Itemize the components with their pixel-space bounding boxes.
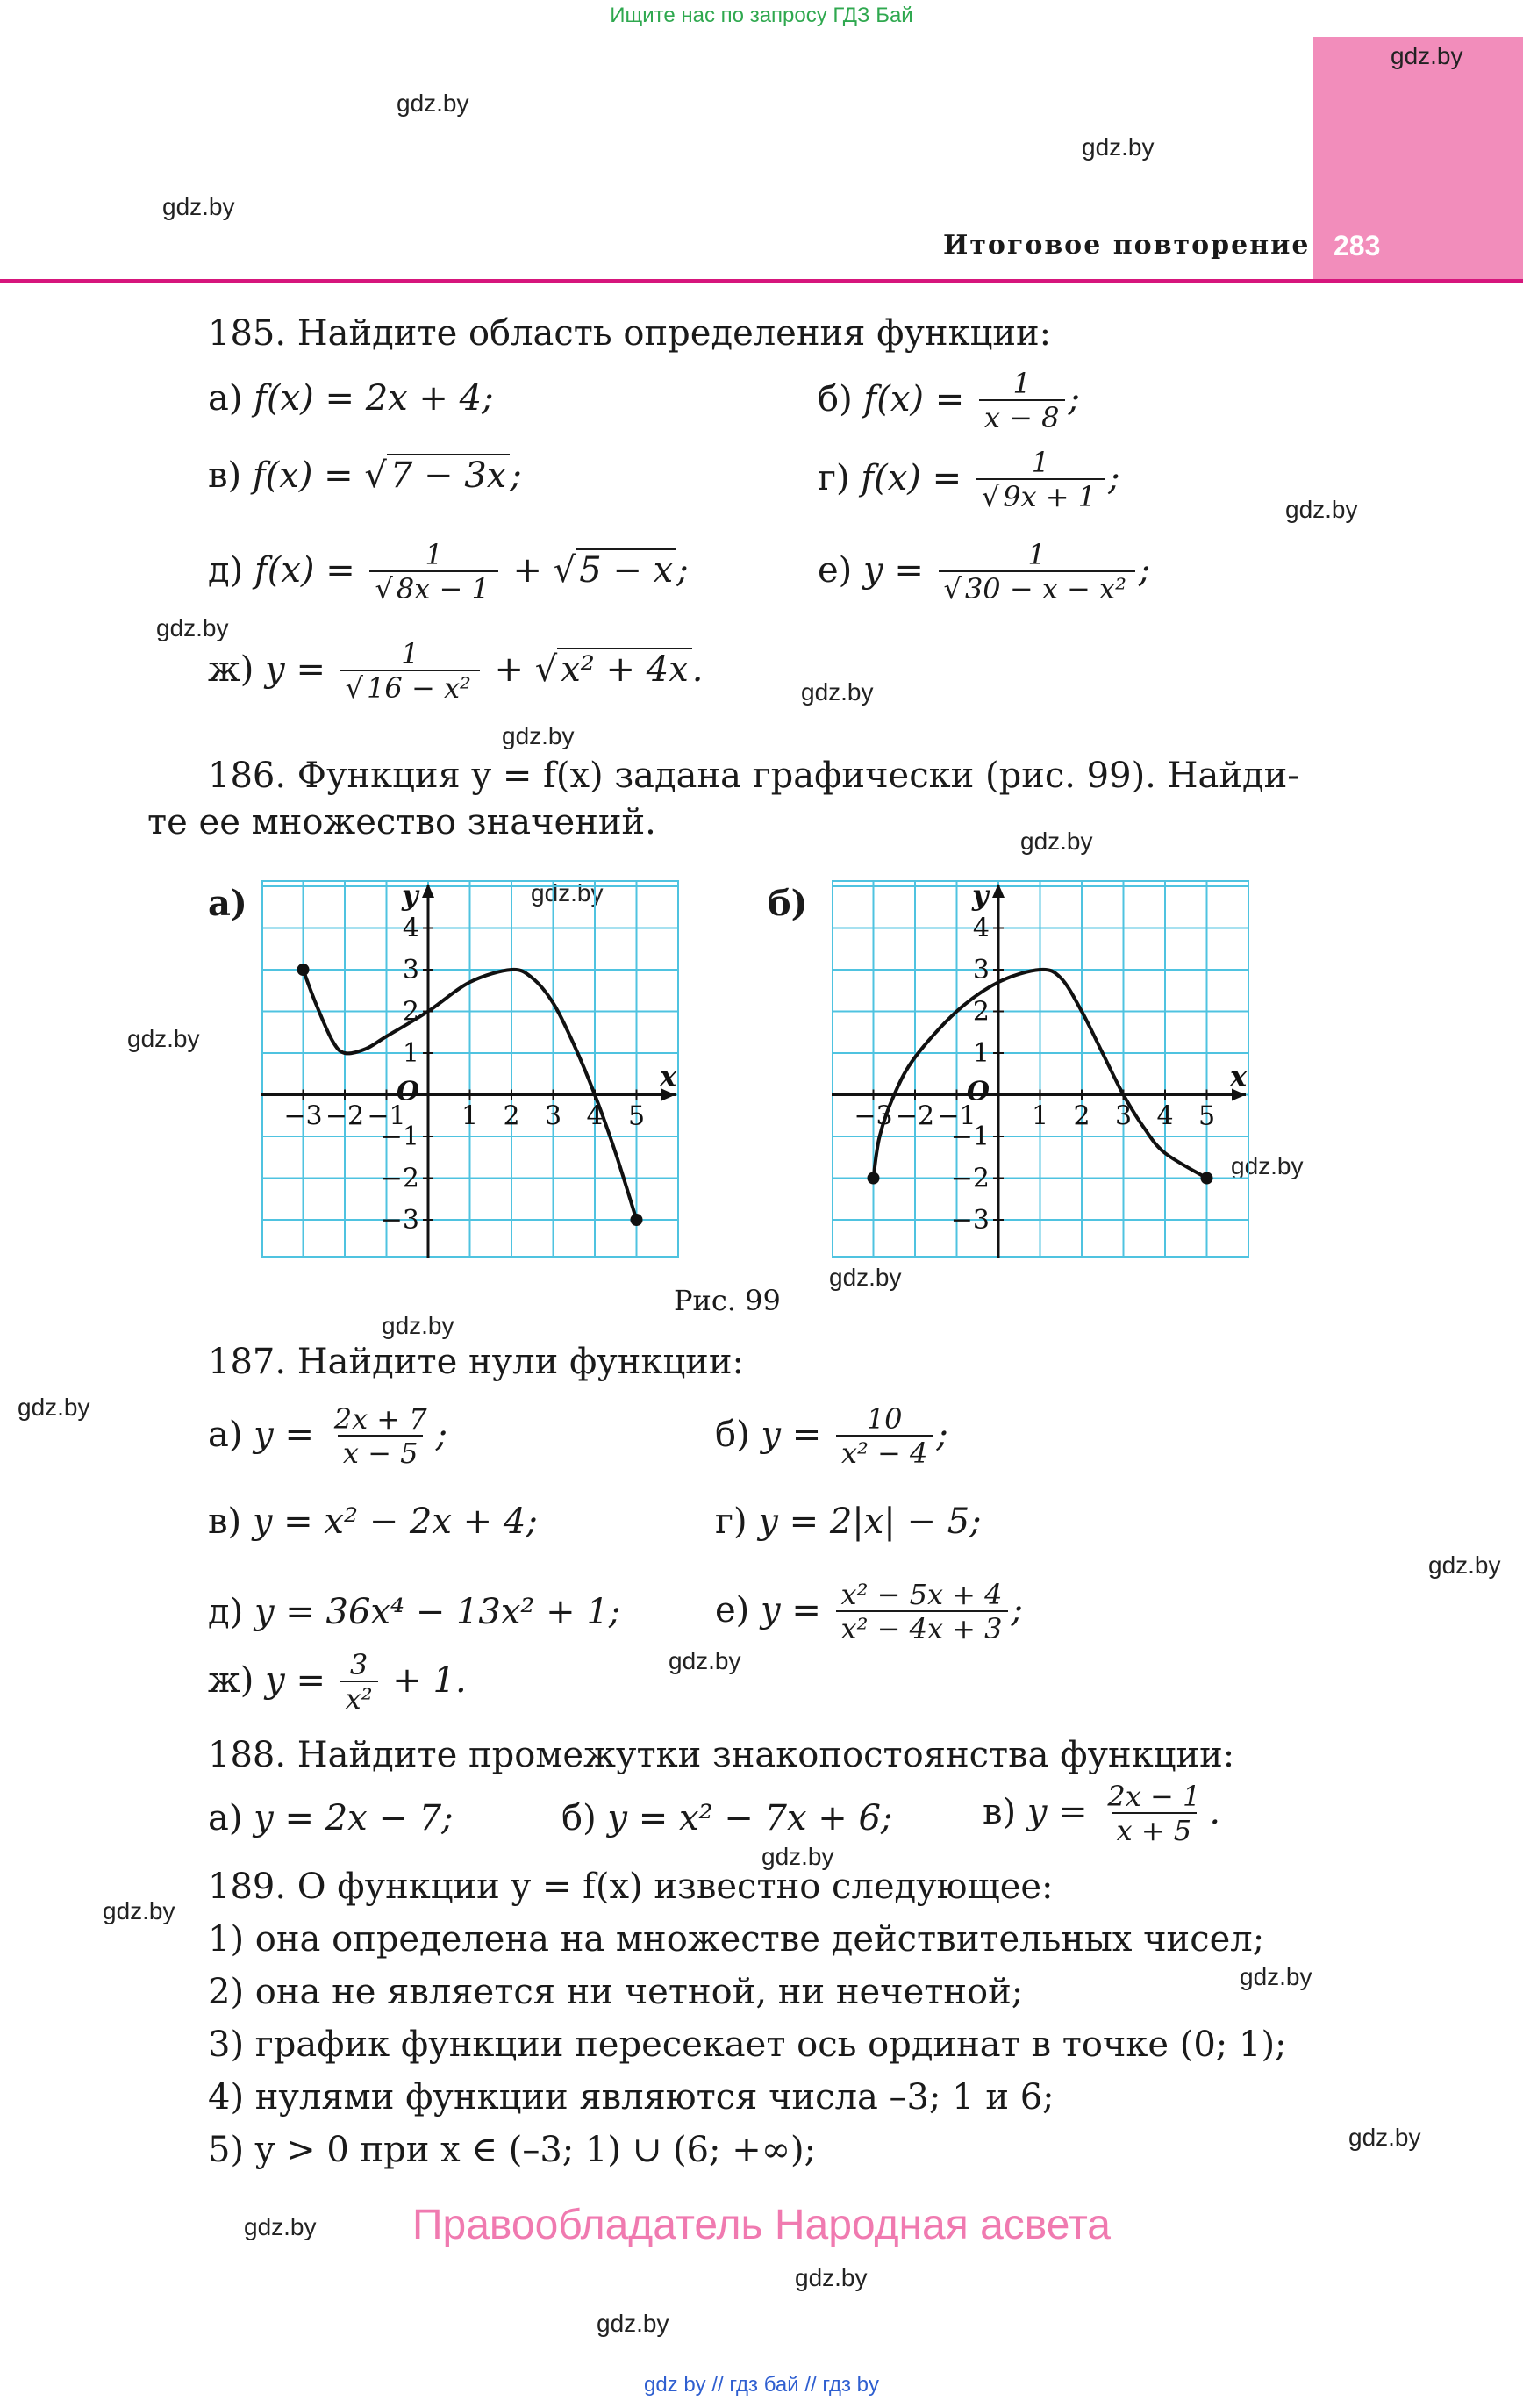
x-tick-label: 2 (1073, 1100, 1090, 1132)
watermark: gdz.by (103, 1897, 175, 1924)
formula: y = $\frac{10}{\text{x² − 4}}$ ; (761, 1402, 948, 1471)
p185-b (818, 369, 1080, 435)
watermark: gdz.by (531, 879, 604, 907)
endpoint-dot (1201, 1172, 1213, 1185)
y-tick-label: 4 (402, 913, 419, 944)
page-number: 283 (1334, 230, 1381, 262)
item-label: в) (983, 1791, 1017, 1832)
p187-d (208, 1593, 620, 1631)
y-tick-label: −2 (950, 1163, 990, 1194)
item-label: б) (818, 378, 853, 419)
watermark: gdz.by (1285, 496, 1358, 523)
x-tick-label: 3 (544, 1100, 562, 1132)
problem-186-line1: 186. Функция y = f(x) задана графически (рис. 99). Найди- (208, 756, 1299, 796)
x-tick-label: 3 (1114, 1100, 1133, 1132)
problem-185-title: 185. Найдите область определения функции: (208, 313, 1052, 354)
endpoint-dot (631, 1214, 643, 1226)
formula: y = x² − 2x + 4; (252, 1501, 538, 1542)
y-tick-label: 2 (402, 996, 419, 1028)
header-rule (0, 279, 1523, 283)
p189-item: 3) график функции пересекает ось ординат в точке (0; 1); (208, 2025, 1287, 2065)
endpoint-dot (297, 964, 310, 976)
origin-label: O (966, 1076, 990, 1107)
item-label: е) (715, 1589, 750, 1630)
x-tick-label: 4 (1156, 1100, 1174, 1132)
origin-label: O (396, 1076, 419, 1107)
watermark: gdz.by (156, 614, 229, 641)
formula: f(x) = √ 7 − 3x ; (252, 455, 522, 496)
p187-e (715, 1580, 1023, 1646)
formula: y = $\frac{1}{\text{√ 16 − x²}}$ + √ x² + 4x . (265, 637, 704, 706)
watermark: gdz.by (1231, 1152, 1304, 1179)
watermark: gdz.by (502, 722, 575, 749)
p185-v (208, 456, 522, 495)
graph-b (832, 880, 1249, 1258)
item-label: в) (208, 1501, 242, 1542)
graph-b-label: б) (768, 883, 808, 924)
p185-zh (208, 639, 704, 706)
watermark: gdz.by (1020, 828, 1093, 855)
x-tick-label: 5 (1198, 1100, 1216, 1132)
graph-a-label: а) (208, 883, 247, 924)
formula: y = x² − 7x + 6; (607, 1798, 893, 1838)
formula: y = 2|x| − 5; (758, 1501, 982, 1542)
watermark: gdz.by (669, 1647, 741, 1674)
watermark: gdz.by (18, 1394, 90, 1421)
watermark: gdz.by (382, 1312, 454, 1339)
x-tick-label: −3 (854, 1100, 893, 1132)
x-tick-label: −3 (283, 1100, 323, 1132)
p185-g (818, 448, 1120, 514)
formula: y = $\frac{2x - 1}{x + 5}$ . (1026, 1780, 1221, 1848)
p185-d (208, 540, 689, 606)
item-label: г) (715, 1501, 747, 1542)
p185-e (818, 540, 1150, 606)
y-tick-label: −3 (950, 1205, 990, 1236)
x-tick-label: 5 (627, 1100, 646, 1132)
item-label: г) (818, 457, 850, 498)
watermark: gdz.by (127, 1025, 200, 1052)
p187-zh (208, 1650, 467, 1716)
formula: f(x) = $\frac{1}{x - 8}$ ; (863, 367, 1080, 435)
p187-v (208, 1502, 538, 1541)
figure-caption: Рис. 99 (674, 1284, 781, 1317)
formula: y = $\frac{2x + 7}{x - 5}$ ; (254, 1402, 448, 1471)
x-tick-label: 1 (461, 1100, 479, 1132)
formula: y = $\frac{1}{\text{√ 30 − x − x²}}$ ; (863, 538, 1151, 606)
endpoint-dot (868, 1172, 880, 1185)
formula: f(x) = $\frac{1}{√ 8x - 1}$ + √ 5 − x ; (254, 538, 689, 606)
x-tick-label: −2 (325, 1100, 365, 1132)
y-tick-label: 2 (972, 996, 990, 1028)
watermark: gdz.by (1348, 2124, 1421, 2151)
formula: f(x) = $\frac{1}{√ 9x + 1}$ ; (861, 446, 1120, 514)
p189-item: 2) она не является ни четной, ни нечетной; (208, 1972, 1024, 2012)
watermark: gdz.by (762, 1843, 834, 1870)
y-tick-label: 1 (402, 1038, 419, 1069)
item-label: в) (208, 455, 242, 496)
item-label: а) (208, 1414, 243, 1455)
watermark: gdz.by (1082, 133, 1155, 161)
formula: y = $\frac{3}{\text{x²}}$ + 1. (265, 1648, 467, 1716)
copyright-notice: Правообладатель Народная асвета (412, 2202, 1111, 2248)
watermark: gdz.by (1428, 1552, 1501, 1579)
formula: y = 2x − 7; (254, 1798, 454, 1838)
item-label: б) (561, 1798, 597, 1838)
y-tick-label: 1 (972, 1038, 990, 1069)
y-tick-label: 3 (972, 955, 990, 985)
formula: f(x) = 2x + 4; (254, 378, 494, 419)
p188-a (208, 1799, 454, 1838)
x-tick-label: 4 (586, 1100, 604, 1132)
formula: y = $\frac{\text{x² − 5x + 4}}{\text{x² − 4x + 3}}$ ; (761, 1578, 1023, 1646)
item-label: а) (208, 378, 243, 419)
x-tick-label: 2 (503, 1100, 520, 1132)
y-axis-label: y (402, 880, 418, 912)
item-label: ж) (208, 1659, 254, 1701)
item-label: а) (208, 1798, 243, 1838)
x-tick-label: 1 (1031, 1100, 1049, 1132)
item-label: б) (715, 1414, 750, 1455)
p187-g (715, 1502, 982, 1541)
footer-links: gdz by // гдз бай // гдз by (643, 2373, 880, 2397)
watermark: gdz.by (801, 678, 874, 706)
item-label: д) (208, 1592, 244, 1632)
top-banner: Ищите нас по запросу ГДЗ Бай (610, 4, 913, 27)
watermark: gdz.by (162, 193, 235, 220)
section-title: Итоговое повторение (943, 230, 1311, 261)
watermark: gdz.by (597, 2310, 669, 2337)
x-axis-label: x (1230, 1059, 1248, 1093)
y-tick-label: −3 (380, 1205, 419, 1236)
item-label: ж) (208, 649, 254, 690)
problem-187-title: 187. Найдите нули функции: (208, 1342, 744, 1382)
p188-b (561, 1799, 892, 1838)
y-tick-label: −1 (380, 1122, 419, 1152)
watermark: gdz.by (397, 90, 469, 117)
problem-186-line2: те ее множество значений. (147, 802, 656, 842)
x-axis-label: x (660, 1059, 677, 1093)
watermark: gdz.by (829, 1264, 902, 1291)
p188-v (983, 1781, 1220, 1848)
y-tick-label: 4 (972, 913, 990, 944)
p189-item: 4) нулями функции являются числа –3; 1 и 6; (208, 2077, 1055, 2118)
y-tick-label: 3 (402, 955, 419, 985)
x-tick-label: −1 (937, 1100, 976, 1132)
formula: y = 36x⁴ − 13x² + 1; (254, 1592, 621, 1632)
watermark: gdz.by (795, 2264, 868, 2291)
p189-item: 1) она определена на множестве действительных чисел; (208, 1919, 1265, 1960)
watermark: gdz.by (1391, 42, 1463, 69)
p185-a (208, 379, 494, 418)
x-tick-label: −2 (895, 1100, 935, 1132)
problem-188-title: 188. Найдите промежутки знакопостоянства функции: (208, 1735, 1235, 1775)
x-tick-label: −1 (367, 1100, 406, 1132)
item-label: д) (208, 549, 244, 591)
graph-a (261, 880, 679, 1258)
item-label: е) (818, 549, 853, 591)
y-axis-label: y (972, 880, 989, 912)
watermark: gdz.by (244, 2213, 317, 2240)
p187-b (715, 1404, 948, 1471)
p187-a (208, 1404, 447, 1471)
y-tick-label: −2 (380, 1163, 419, 1194)
problem-189-title: 189. О функции y = f(x) известно следующее: (208, 1867, 1054, 1907)
y-tick-label: −1 (950, 1122, 990, 1152)
p189-item: 5) y > 0 при x ∈ (–3; 1) ∪ (6; +∞); (208, 2130, 817, 2170)
watermark: gdz.by (1240, 1963, 1312, 1990)
